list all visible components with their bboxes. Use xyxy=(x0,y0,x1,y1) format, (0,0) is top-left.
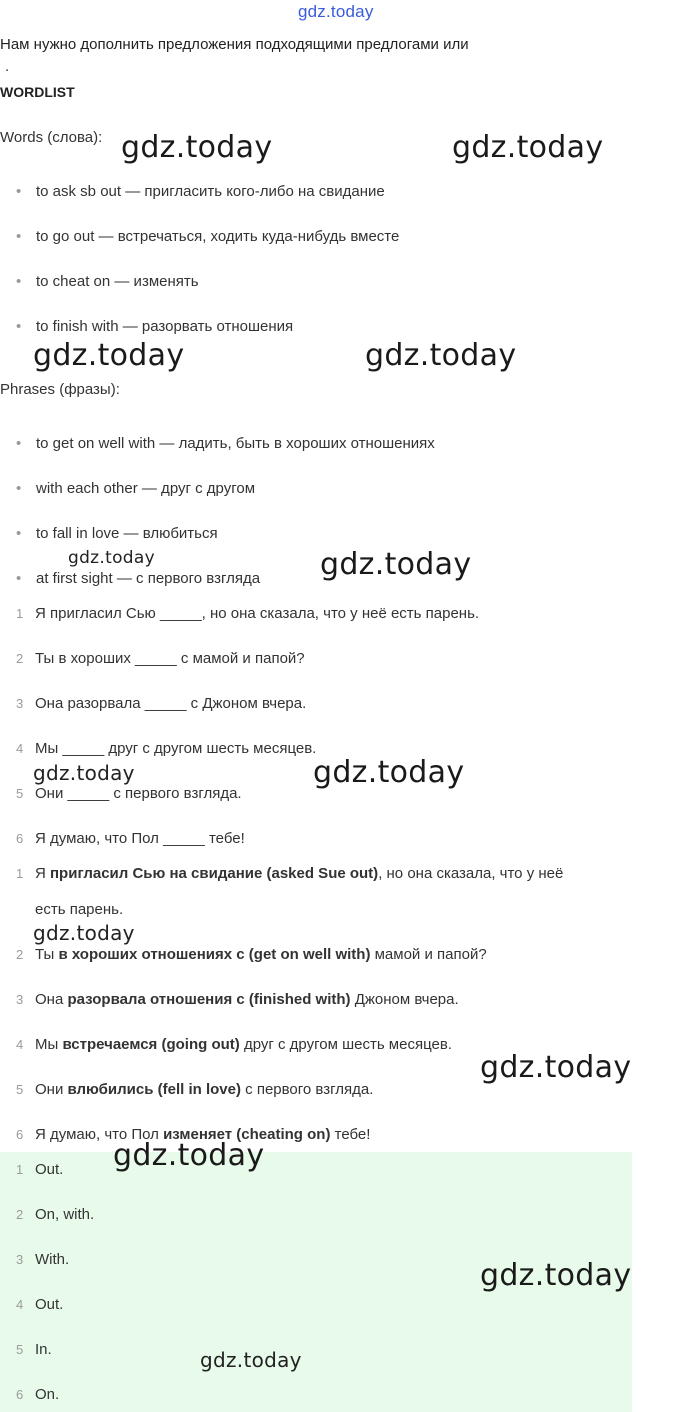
translation-row: 5 Они влюбились (fell in love) с первого взгляда. xyxy=(16,1081,374,1098)
translation-row: 4 Мы встречаемся (going out) друг с другом шесть месяцев. xyxy=(16,1036,452,1053)
word-item: • to go out — встречаться, ходить куда-нибудь вместе xyxy=(16,228,400,245)
watermark: gdz.today xyxy=(313,755,465,790)
bullet-icon: • xyxy=(16,435,22,452)
watermark: gdz.today xyxy=(33,761,135,785)
task-row: 3 Она разорвала _____ с Джоном вчера. xyxy=(16,695,307,712)
watermark: gdz.today xyxy=(452,130,604,165)
bullet-icon: • xyxy=(16,318,22,335)
bullet-icon: • xyxy=(16,273,22,290)
translation-row: 1 Я пригласил Сью на свидание (asked Sue out), но она сказала, что у неё xyxy=(16,865,564,882)
watermark: gdz.today xyxy=(68,548,155,568)
bullet-icon: • xyxy=(16,480,22,497)
bullet-icon: • xyxy=(16,525,22,542)
phrase-item: • to get on well with — ладить, быть в хороших отношениях xyxy=(16,435,435,452)
task-row: 1 Я пригласил Сью _____, но она сказала, что у неё есть парень. xyxy=(16,605,480,622)
wordlist-title: WORDLIST xyxy=(0,84,75,100)
intro-text: Нам нужно дополнить предложения подходящими предлогами или xyxy=(0,36,469,53)
task-row: 5 Они _____ с первого взгляда. xyxy=(16,785,242,802)
answer-row: 1 Out. xyxy=(16,1161,64,1178)
watermark: gdz.today xyxy=(121,130,273,165)
watermark: gdz.today xyxy=(33,921,135,945)
task-row: 2 Ты в хороших _____ с мамой и папой? xyxy=(16,650,305,667)
site-logo-text: gdz.today xyxy=(298,2,374,21)
phrase-item: • to fall in love — влюбиться xyxy=(16,525,218,542)
intro-dot: . xyxy=(5,58,10,75)
translation-row: 2 Ты в хороших отношениях с (get on well with) мамой и папой? xyxy=(16,946,487,963)
bullet-icon: • xyxy=(16,183,22,200)
watermark: gdz.today xyxy=(33,338,185,373)
task-row: 4 Мы _____ друг с другом шесть месяцев. xyxy=(16,740,317,757)
answer-row: 4 Out. xyxy=(16,1296,64,1313)
watermark: gdz.today xyxy=(200,1348,302,1372)
watermark: gdz.today xyxy=(480,1050,632,1085)
words-label: Words (слова): xyxy=(0,129,103,146)
translation-row: 6 Я думаю, что Пол изменяет (cheating on) тебе! xyxy=(16,1126,371,1143)
watermark: gdz.today xyxy=(113,1138,265,1173)
translation-row: 3 Она разорвала отношения с (finished with) Джоном вчера. xyxy=(16,991,459,1008)
answer-row: 2 On, with. xyxy=(16,1206,95,1223)
word-item: • to finish with — разорвать отношения xyxy=(16,318,294,335)
phrase-item: • at first sight — с первого взгляда xyxy=(16,570,261,587)
task-row: 6 Я думаю, что Пол _____ тебе! xyxy=(16,830,245,847)
answer-row: 6 On. xyxy=(16,1386,60,1403)
word-item: • to ask sb out — пригласить кого-либо на свидание xyxy=(16,183,385,200)
phrase-item: • with each other — друг с другом xyxy=(16,480,256,497)
watermark: gdz.today xyxy=(320,547,472,582)
bullet-icon: • xyxy=(16,570,22,587)
bullet-icon: • xyxy=(16,228,22,245)
answer-row: 5 In. xyxy=(16,1341,52,1358)
watermark: gdz.today xyxy=(365,338,517,373)
word-item: • to cheat on — изменять xyxy=(16,273,199,290)
watermark: gdz.today xyxy=(480,1258,632,1293)
translation-row-continuation: есть парень. xyxy=(35,901,124,918)
answer-row: 3 With. xyxy=(16,1251,70,1268)
phrases-label: Phrases (фразы): xyxy=(0,381,120,398)
